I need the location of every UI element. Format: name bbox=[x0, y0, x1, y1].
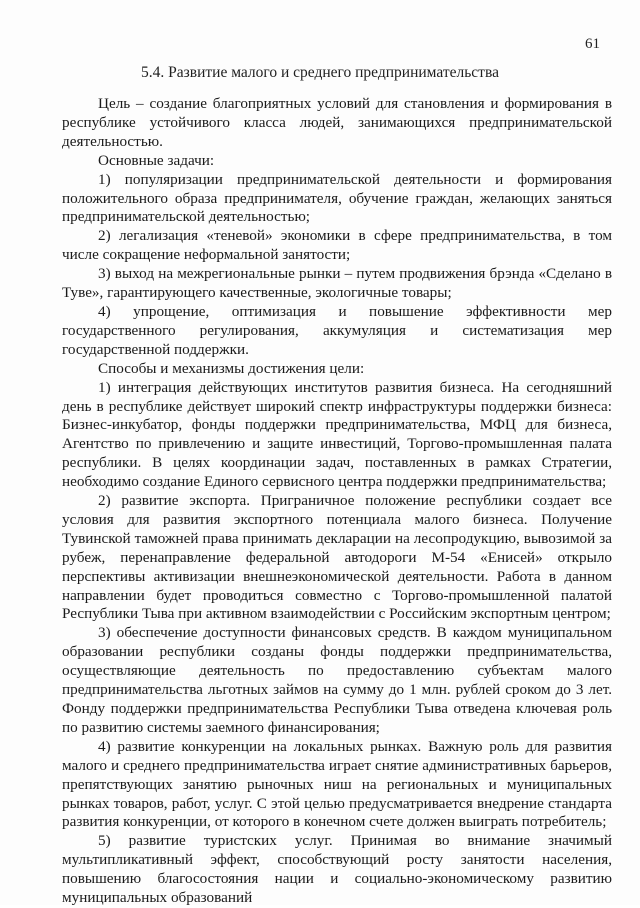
paragraph-method-4: 4) развитие конкуренции на локальных рынках. Важную роль для развития малого и среднего предпринимательства играет снятие административных барьеров, препятствующих занятию рыночных ниш на региональных и муниципальных рынках товаров, работ, услуг. С этой целью предусматривается внедрение стандарта развития конкуренции, от которого в конечном счете должен выиграть потребитель; bbox=[62, 737, 612, 831]
paragraph-task-2: 2) легализация «теневой» экономики в сфере предпринимательства, в том числе сокращение неформальной занятости; bbox=[62, 227, 612, 264]
paragraph-task-1: 1) популяризации предпринимательской деятельности и формирования положительного образа предпринимателя, обучение граждан, желающих заняться предпринимательской деятельностью; bbox=[62, 170, 612, 226]
section-title: 5.4. Развитие малого и среднего предпринимательства bbox=[141, 64, 499, 81]
paragraph-task-3: 3) выход на межрегиональные рынки – путем продвижения брэнда «Сделано в Туве», гарантирующего качественные, экологичные товары; bbox=[62, 265, 612, 302]
paragraph-methods-heading: Способы и механизмы достижения цели: bbox=[98, 359, 365, 377]
paragraph-method-1: 1) интеграция действующих институтов развития бизнеса. На сегодняшний день в республике действует широкий спектр инфраструктуры поддержки бизнеса: Бизнес-инкубатор, фонды поддержки предпринимательства, МФЦ для бизнеса, Агентство по привлечению и защите инвестиций, Торгово-промышленная палата республики. В целях координации задач, поставленных в рамках Стратегии, необходимо создание Единого сервисного центра поддержки предпринимательства; bbox=[62, 378, 612, 491]
page-number: 61 bbox=[585, 36, 600, 52]
paragraph-tasks-heading: Основные задачи: bbox=[98, 151, 215, 169]
paragraph-goal: Цель – создание благоприятных условий для становления и формирования в республике устойчивого класса людей, занимающихся предпринимательской деятельностью. bbox=[62, 95, 612, 150]
paragraph-task-4: 4) упрощение, оптимизация и повышение эффективности мер государственного регулирования, аккумуляция и систематизация мер государственной поддержки. bbox=[62, 302, 612, 358]
paragraph-method-5: 5) развитие туристских услуг. Принимая во внимание значимый мультипликативный эффект, способствующий росту занятости населения, повышению благосостояния нации и социально-экономическому развитию муниципальных образований bbox=[62, 832, 612, 907]
paragraph-method-3: 3) обеспечение доступности финансовых средств. В каждом муниципальном образовании республики созданы фонды поддержки предпринимательства, осуществляющие деятельность по предоставлению субъектам малого предпринимательства льготных займов на сумму до 1 млн. рублей сроком до 3 лет. Фонду поддержки предпринимательства Республики Тыва отведена ключевая роль по развитию системы заемного финансирования; bbox=[62, 624, 612, 736]
paragraph-method-2: 2) развитие экспорта. Приграничное положение республики создает все условия для развития экспортного потенциала малого бизнеса. Получение Тувинской таможней права принимать декларации на лесопродукцию, вывозимой за рубеж, перенаправление федеральной автодороги М-54 «Енисей» открыло перспективы активизации внешнеэкономической деятельности. Работа в данном направлении будет проводиться совместно с Торгово-промышленной палатой Республики Тыва при активном взаимодействии с Российским экспортным центром; bbox=[62, 492, 612, 623]
body-text bbox=[62, 95, 612, 908]
